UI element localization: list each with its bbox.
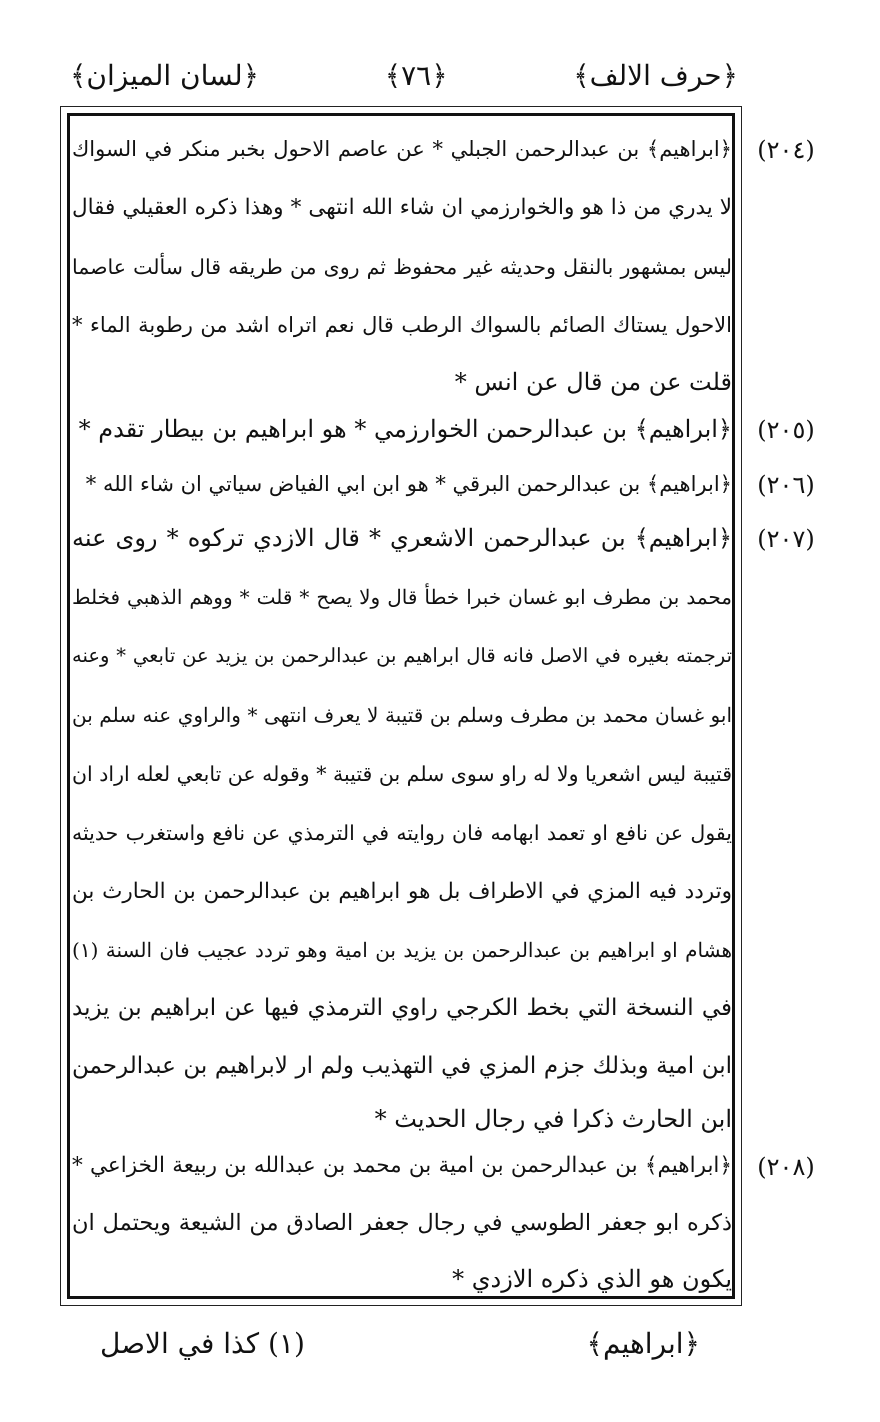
text-line: يكون هو الذي ذكره الازدي * (452, 1265, 732, 1293)
entry-number: (٢٠٥) (757, 416, 815, 444)
text-line: في النسخة التي بخط الكرجي راوي الترمذي فيها عن ابراهيم بن يزيد (72, 995, 732, 1021)
text-line: محمد بن مطرف ابو غسان خبرا خطأ قال ولا يصح * قلت * ووهم الذهبي فخلط (72, 585, 732, 609)
text-line: لا يدري من ذا هو والخوارزمي ان شاء الله انتهى * وهذا ذكره العقيلي فقال (72, 195, 732, 220)
text-line: ابن الحارث ذكرا في رجال الحديث * (374, 1105, 732, 1133)
header-chapter-title: ﴿حرف الالف﴾ (573, 58, 738, 92)
header-book-title: ﴿لسان الميزان﴾ (70, 58, 260, 92)
entry-number: (٢٠٨) (757, 1153, 815, 1181)
text-line: قتيبة ليس اشعريا ولا له راو سوى سلم بن قتيبة * وقوله عن تابعي لعله اراد ان (72, 762, 732, 786)
page-footer (100, 1318, 700, 1368)
text-line: ﴿ابراهيم﴾ بن عبدالرحمن بن امية بن محمد بن عبدالله بن ربيعة الخزاعي * (72, 1153, 732, 1178)
entry-number: (٢٠٦) (757, 471, 815, 499)
text-line: ﴿ابراهيم﴾ بن عبدالرحمن الجبلي * عن عاصم الاحول بخبر منكر في السواك (72, 137, 732, 161)
entry-number: (٢٠٧) (757, 525, 815, 553)
text-line: الاحول يستاك الصائم بالسواك الرطب قال نعم اتراه اشد من رطوبة الماء * (72, 313, 732, 337)
text-line: ابن امية وبذلك جزم المزي في التهذيب ولم ار لابراهيم بن عبدالرحمن (72, 1053, 732, 1079)
header-page-number: ﴿٧٦﴾ (384, 58, 448, 92)
running-header (70, 50, 738, 100)
text-line: ابو غسان محمد بن مطرف وسلم بن قتيبة لا يعرف انتهى * والراوي عنه سلم بن (72, 703, 732, 727)
text-line: ﴿ابراهيم﴾ بن عبدالرحمن البرقي * هو ابن ابي الفياض سياتي ان شاء الله * (85, 472, 732, 496)
text-line: يقول عن نافع او تعمد ابهامه فان روايته في الترمذي عن نافع واستغرب حديثه (72, 821, 732, 845)
footnote-text: (١) كذا في الاصل (100, 1326, 305, 1360)
text-line: ترجمته بغيره في الاصل فانه قال ابراهيم بن عبدالرحمن بن يزيد عن تابعي * وعنه (72, 644, 732, 667)
text-line: قلت عن من قال عن انس * (454, 368, 732, 396)
text-line: ذكره ابو جعفر الطوسي في رجال جعفر الصادق من الشيعة ويحتمل ان (72, 1210, 732, 1236)
text-line: ﴿ابراهيم﴾ بن عبدالرحمن الخوارزمي * هو ابراهيم بن بيطار تقدم * (78, 415, 732, 443)
catchword: ﴿ابراهيم﴾ (586, 1326, 700, 1360)
text-line: وتردد فيه المزي في الاطراف بل هو ابراهيم بن عبدالرحمن بن الحارث بن (72, 879, 732, 904)
text-line: ﴿ابراهيم﴾ بن عبدالرحمن الاشعري * قال الازدي تركوه * روى عنه (72, 524, 732, 552)
text-line: هشام او ابراهيم بن عبدالرحمن بن يزيد بن امية وهو تردد عجيب فان السنة (١) (72, 938, 732, 962)
entry-number: (٢٠٤) (757, 136, 815, 164)
text-line: ليس بمشهور بالنقل وحديثه غير محفوظ ثم روى من طريقه قال سألت عاصما (72, 255, 732, 279)
